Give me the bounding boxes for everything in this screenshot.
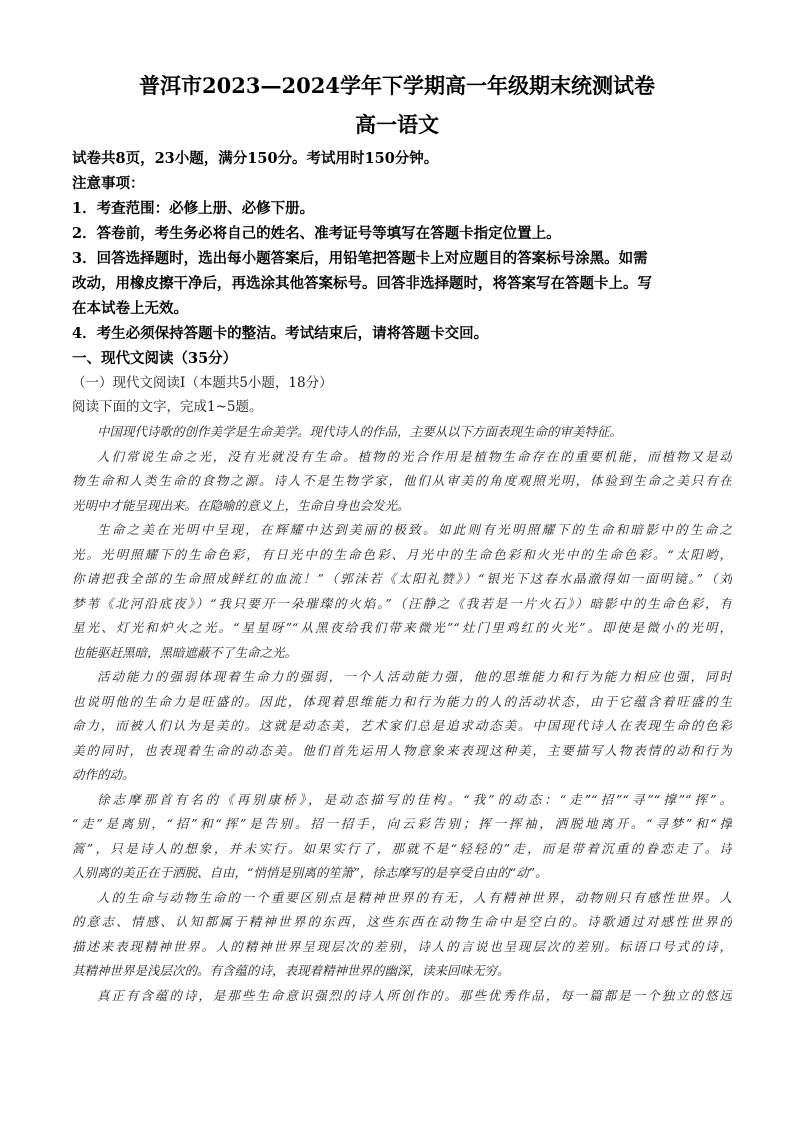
exam-title: 普洱市2023—2024学年下学期高一年级期末统测试卷	[139, 73, 655, 98]
passage	[72, 420, 732, 1008]
instruction-line: 在本试卷上无效。	[72, 300, 188, 317]
subsection-block	[72, 371, 732, 419]
subsection-heading: （一）现代文阅读Ⅰ（本题共5小题，18分）	[72, 375, 333, 391]
section-heading: 一、现代文阅读（35分）	[72, 350, 238, 367]
paragraph: 徐志摩那首有名的《再别康桥》，是动态描写的佳构。“我”的动态：“走”“招”“寻”“撑”“挥”。 “走”是离别，“招”和“挥”是告别。招一招手，向云彩告别；挥一挥袖，洒脱地离开。“寻梦”和“撑 篙”，只是诗人的想象，并未实行。如果实行了，那就不是“轻轻的”走，而是带着沉重的眷恋走了。诗 人别离的美正在于洒脱、自由，“悄悄是别离的笙箫”，徐志摩写的是享受自由的“动”。	[72, 791, 732, 880]
paragraph: 生命之美在光明中呈现，在辉耀中达到美丽的极致。如此则有光明照耀下的生命和暗影中的生命之 光。光明照耀下的生命色彩，有日光中的生命色彩、月光中的生命色彩和火光中的生命色彩。“太阳哟， 你请把我全部的生命照成鲜红的血流！”（郭沫若《太阳礼赞》）“银光下这春水晶澈得如一面明镜。”（刘 梦苇《北河沿底夜》）“我只要开一朵璀璨的火焰。”（汪静之《我若是一片火石》）暗影中的生命色彩，有 星光、灯光和炉火之光。“星星呀”“从黑夜给我们带来微光”“灶门里鸡红的火光”。即使是微小的光明， 也能驱赶黑暗，黑暗遮蔽不了生命之光。	[72, 522, 732, 660]
reading-instruction: 阅读下面的文字，完成1~5题。	[72, 399, 263, 415]
instruction-line: 注意事项：	[72, 175, 145, 192]
paragraph: 人们常说生命之光，没有光就没有生命。植物的光合作用是植物生命存在的重要机能，而植物又是动 物生命和人类生命的食物之源。诗人不是生物学家，他们从审美的角度观照光明，体验到生命之美只有在 光明中才能呈现出来。在隐喻的意义上，生命自身也会发光。	[72, 448, 732, 513]
exam-subtitle: 高一语文	[355, 112, 439, 137]
instruction-line: 4．考生必须保持答题卡的整洁。考试结束后，请将答题卡交回。	[72, 325, 489, 342]
instruction-line: 2．答卷前，考生务必将自己的姓名、准考证号等填写在答题卡指定位置上。	[72, 225, 561, 242]
instruction-line: 1．考查范围：必修上册、必修下册。	[72, 200, 315, 217]
paragraph: 活动能力的强弱体现着生命力的强弱，一个人活动能力强，他的思维能力和行为能力相应也强，同时 也说明他的生命力是旺盛的。因此，体现着思维能力和行为能力的人的活动状态，由于它蕴含着旺盛的生 命力，而被人们认为是美的。这就是动态美，艺术家们总是追求动态美。中国现代诗人在表现生命的色彩 美的同时，也表现着生命的动态美。他们首先运用人物意象来表现这种美，主要描写人物表情的动和行为 动作的动。	[72, 669, 732, 782]
instruction-line: 3．回答选择题时，选出每小题答案后，用铅笔把答题卡上对应题目的答案标号涂黑。如需	[72, 250, 648, 267]
instruction-line: 试卷共8页，23小题，满分150分。考试用时150分钟。	[72, 150, 439, 167]
paragraph: 人的生命与动物生命的一个重要区别点是精神世界的有无，人有精神世界，动物则只有感性世界。人 的意志、情感、认知都属于精神世界的东西，这些东西在动物生命中是空白的。诗歌通过对感性世界的 描述来表现精神世界。人的精神世界呈现层次的差别，诗人的言说也呈现层次的差别。标语口号式的诗， 其精神世界是浅层次的。有含蕴的诗，表现着精神世界的幽深，读来回味无穷。	[72, 889, 732, 978]
paragraph: 真正有含蕴的诗，是那些生命意识强烈的诗人所创作的。那些优秀作品，每一篇都是一个独立的悠远	[97, 987, 732, 1003]
instructions-block	[72, 146, 732, 371]
instruction-line: 改动，用橡皮擦干净后，再选涂其他答案标号。回答非选择题时，将答案写在答题卡上。写	[72, 275, 652, 292]
paragraph: 中国现代诗歌的创作美学是生命美学。现代诗人的作品，主要从以下方面表现生命的审美特征。	[97, 424, 623, 439]
